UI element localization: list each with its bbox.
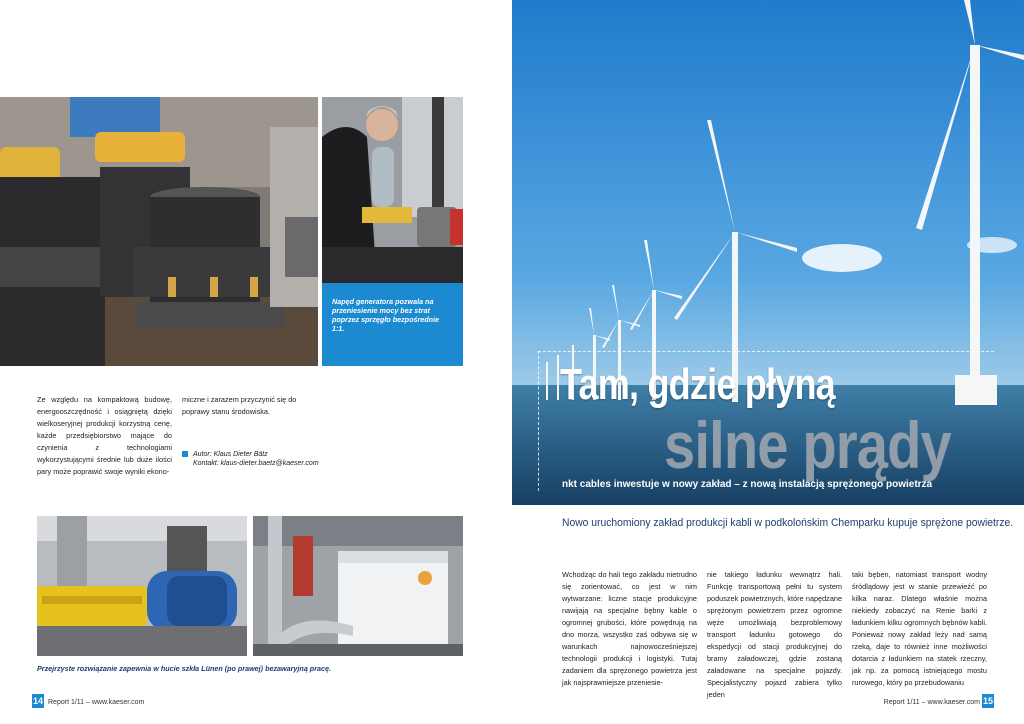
author-square-icon	[182, 451, 188, 457]
right-col3	[852, 569, 987, 689]
right-col1-text: Wchodząc do hali tego zakładu nietrudno się zorientować, co jest w nim wytwarzane: liczne stacje produkcyjne nawijają na specjalne bębny kable o ogromnej grubości, które powędrują na dno morza, wszystko zaś odbywa się w warunkach najnowocześniejszej technologii produkcji i logistyki. Tutaj zadaniem dla sprężonego powietrza jest jak najsprawniejsze przeniesie-	[562, 570, 697, 687]
photo-blower	[37, 516, 247, 656]
article-lead: Nowo uruchomiony zakład produkcji kabli w podkolońskim Chemparku kupuje sprężone powietrze.	[562, 517, 1014, 529]
right-col1	[562, 569, 697, 689]
left-body-col2	[182, 394, 317, 418]
footer-left: Report 1/11 – www.kaeser.com	[48, 699, 145, 706]
article-subtitle: nkt cables inwestuje w nowy zakład – z nową instalacją sprężonego powietrza	[562, 479, 933, 490]
article-title-line1: Tam, gdzie płyną	[560, 360, 835, 409]
page-number-left: 14	[32, 696, 43, 706]
right-col2-text: nie takiego ładunku wewnątrz hali. Funkcję transportową pełni tu system poduszek powietrznych, które napędzane sprężonym powietrzem przez ogromne węże umożliwiają bezproblemowy transport ładunku gotowego do ekspedycji od stacji produkcyjnej do bramy załadowczej, gdzie zostaną załadowane na specjalne pojazdy. Specjalistyczny pojazd zabiera tylko jeden	[707, 570, 842, 699]
author: Autor: Klaus Dieter Bätz	[193, 451, 268, 458]
footer-right: Report 1/11 – www.kaeser.com	[883, 699, 980, 706]
right-col3-text: taki bęben, natomiast transport wodny śródlądowy jest w stanie przewieźć po kilka naraz. Dlatego właśnie można niekiedy zobaczyć na Renie barki z ładunkiem kilku ogromnych bębnów kabli. Ponieważ nowy zakład leży nad samą rzeką, daje to również inne możliwości dotarcia z ładunkiem na statek rzeczny, jak np. za pomocą istniejącego mostu rurowego, który po przebudowaniu	[852, 570, 987, 687]
caption-box	[322, 283, 463, 366]
caption-bottom: Przejrzyste rozwiązanie zapewnia w hucie szkła Lünen (po prawej) bezawaryjną pracę.	[37, 664, 331, 673]
contact: Kontakt: klaus-dieter.baetz@kaeser.com	[193, 460, 319, 467]
left-body-col1	[37, 394, 172, 478]
photo-couplings	[0, 97, 318, 366]
left-body-col1-text: Ze względu na kompaktową budowę, energooszczędność i osiągniętą dzięki wielkoseryjnej produkcji korzystną cenę, każde przedsiębiorstwo mające do czynienia z technologiami wykorzystującymi średnie lub duże ilości pary może poprawić swoje wyniki ekono-	[37, 395, 172, 476]
caption-generator: Napęd generatora pozwala na przeniesienie mocy bez strat poprzez sprzęgło bezpośrednie 1:1.	[332, 297, 440, 333]
dotted-line-v	[538, 351, 539, 491]
author-block	[182, 450, 342, 468]
page-number-right: 15	[982, 696, 993, 706]
dotted-line-h	[538, 351, 994, 352]
photo-compressor	[253, 516, 463, 656]
article-title-line2: silne prądy	[664, 408, 951, 482]
photo-engineer	[322, 97, 463, 283]
left-body-col2-text: miczne i zarazem przyczynić się do poprawy stanu środowiska.	[182, 395, 297, 416]
right-col2	[707, 569, 842, 701]
